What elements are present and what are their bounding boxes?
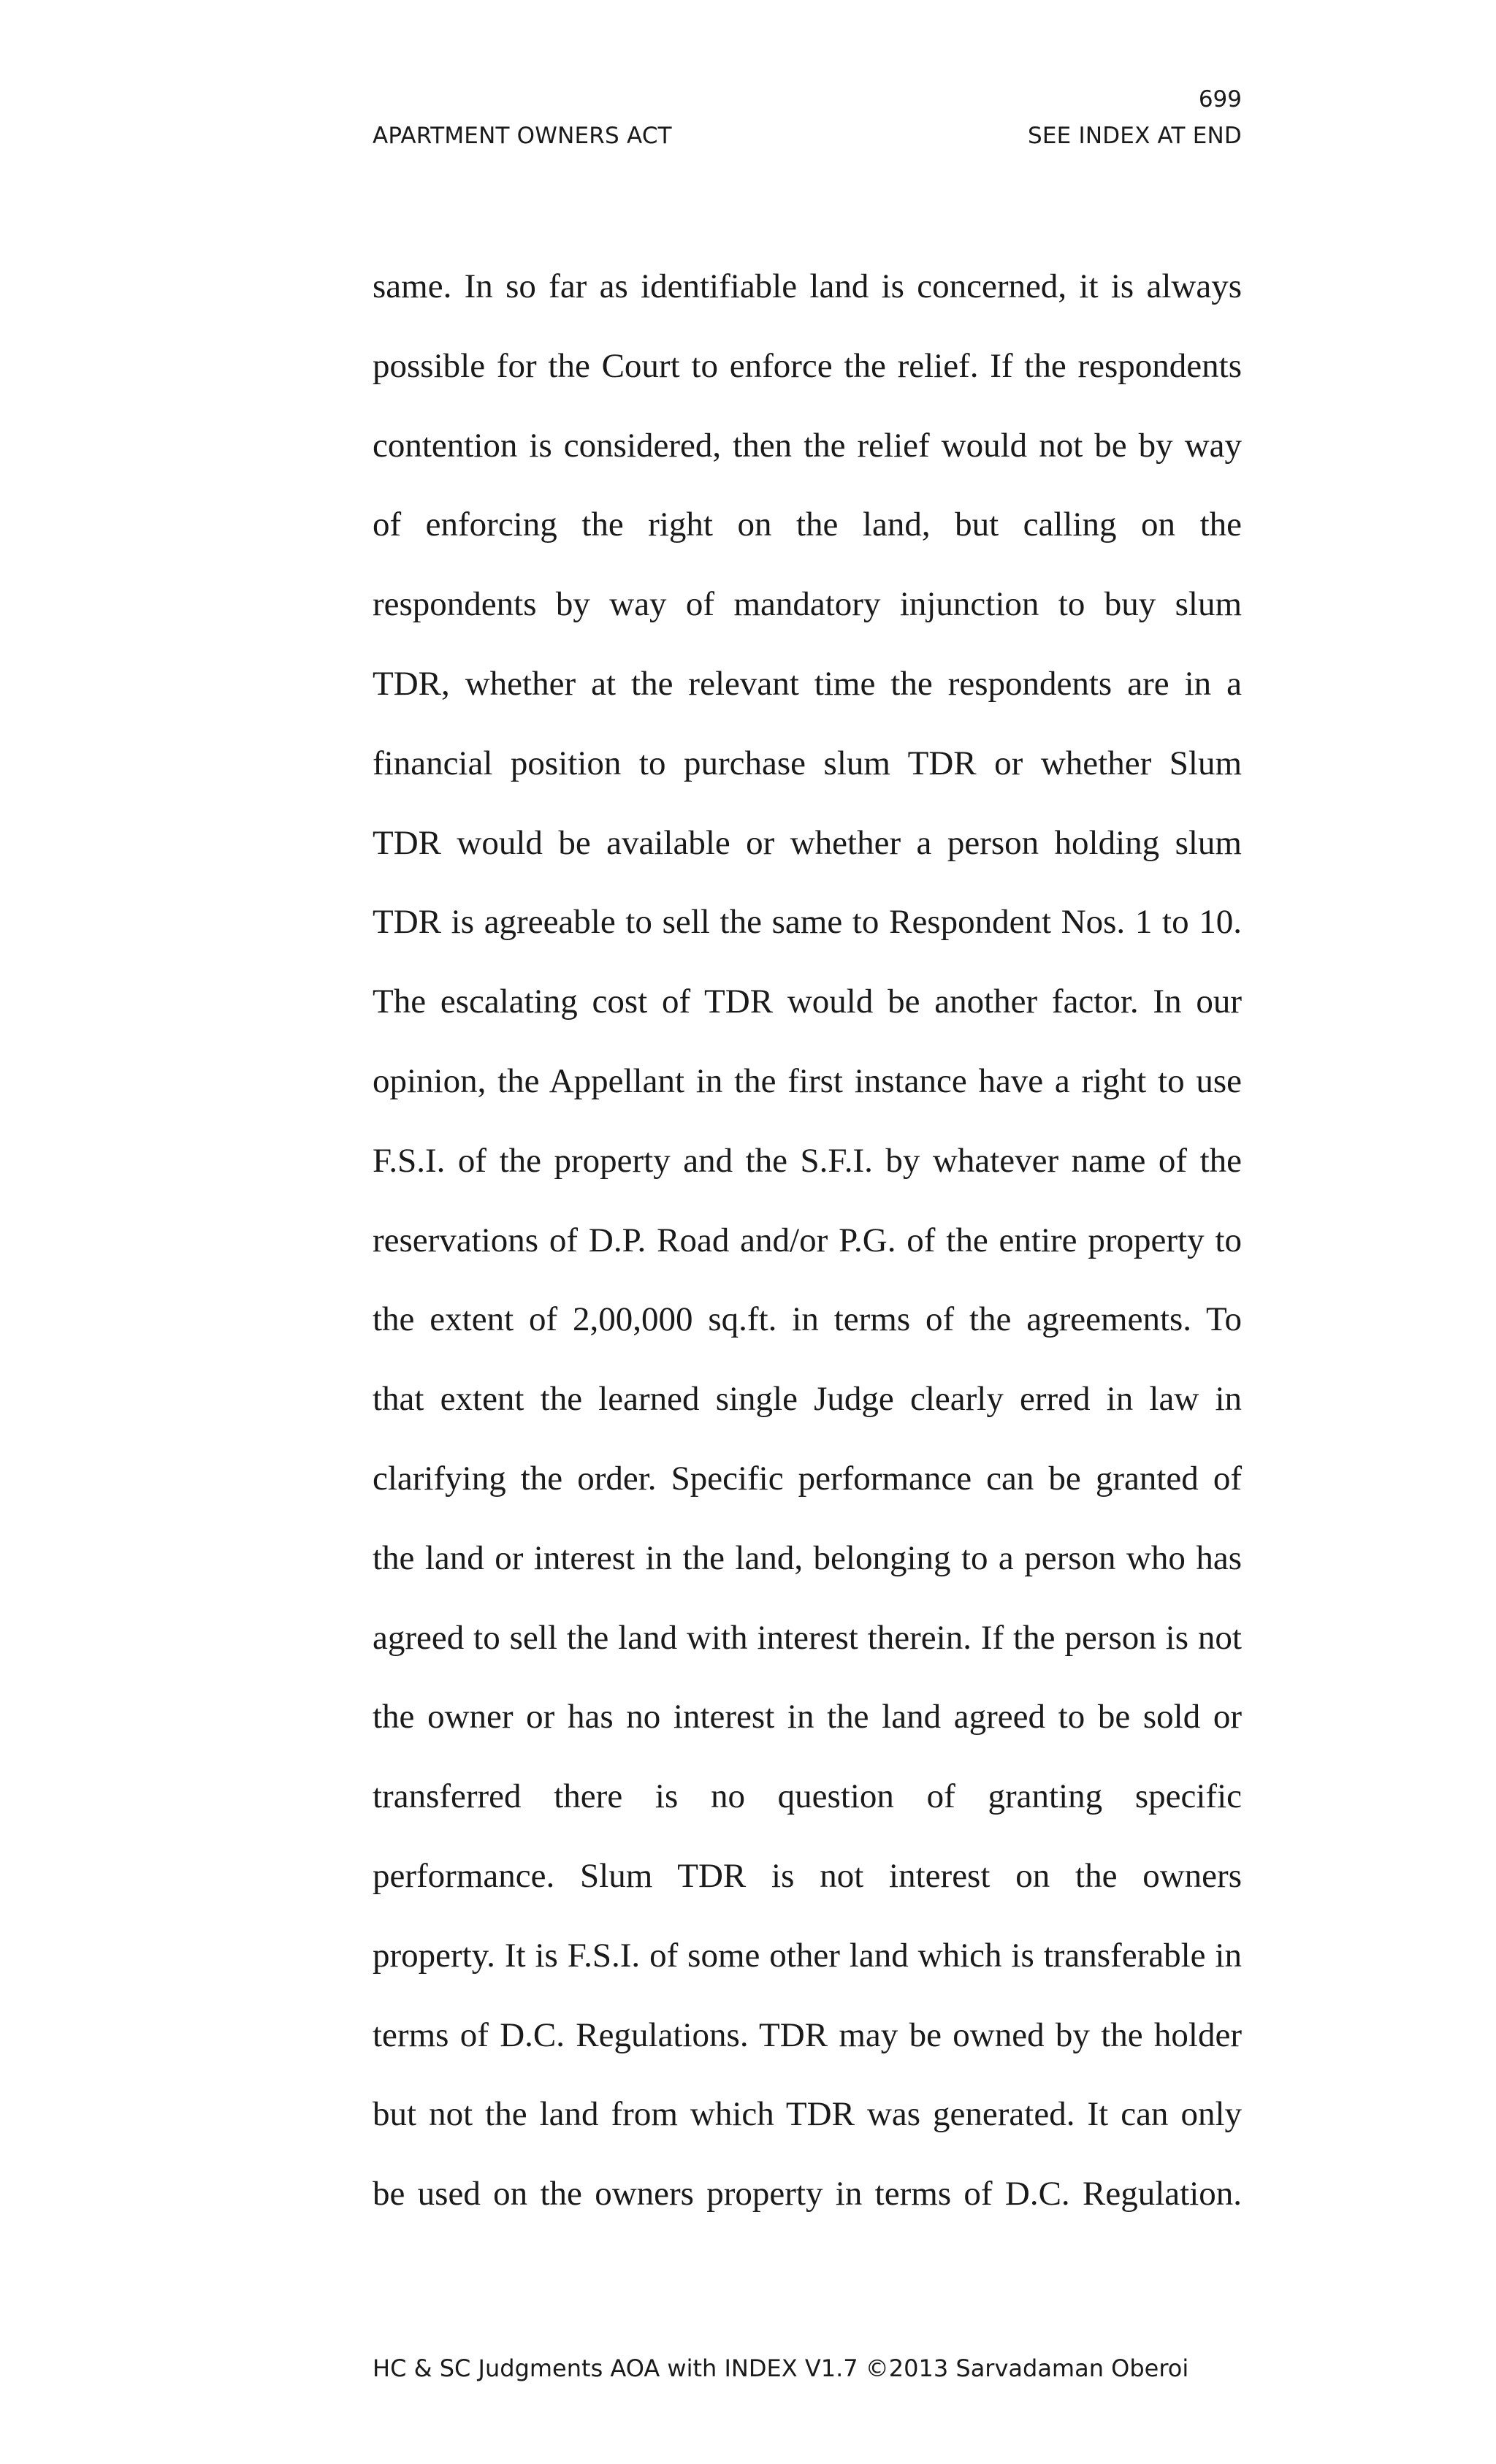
- body-text: [373, 264, 1242, 2251]
- text-line: TDR is agreeable to sell the same to Respondent Nos. 1 to 10.: [373, 903, 1242, 942]
- text-line: performance. Slum TDR is not interest on the owners: [373, 1856, 1242, 1895]
- text-line: agreed to sell the land with interest therein. If the person is not: [373, 1618, 1242, 1657]
- text-line: that extent the learned single Judge clearly erred in law in: [373, 1380, 1242, 1419]
- text-line: possible for the Court to enforce the relief. If the respondents: [373, 346, 1242, 385]
- text-line: TDR, whether at the relevant time the respondents are in a: [373, 664, 1242, 703]
- text-line: contention is considered, then the relief would not be by way: [373, 426, 1242, 465]
- text-line: The escalating cost of TDR would be another factor. In our: [373, 983, 1242, 1021]
- footer-copyright: HC & SC Judgments AOA with INDEX V1.7 ©2013 Sarvadaman Oberoi: [373, 2354, 1189, 2382]
- header-index-note: SEE INDEX AT END: [1027, 123, 1242, 149]
- text-line: the owner or has no interest in the land agreed to be sold or: [373, 1698, 1242, 1736]
- text-line: same. In so far as identifiable land is concerned, it is always: [373, 267, 1242, 305]
- text-line: the extent of 2,00,000 sq.ft. in terms of the agreements. To: [373, 1300, 1242, 1339]
- text-line: clarifying the order. Specific performance can be granted of: [373, 1459, 1242, 1498]
- text-line: of enforcing the right on the land, but calling on the: [373, 506, 1242, 544]
- page-number: 699: [1198, 86, 1242, 112]
- text-line: TDR would be available or whether a person holding slum: [373, 823, 1242, 862]
- text-line: be used on the owners property in terms of D.C. Regulation.: [373, 2175, 1242, 2213]
- text-line: F.S.I. of the property and the S.F.I. by whatever name of the: [373, 1141, 1242, 1180]
- text-line: the land or interest in the land, belonging to a person who has: [373, 1538, 1242, 1577]
- text-line: property. It is F.S.I. of some other land which is transferable in: [373, 1936, 1242, 1975]
- text-line: reservations of D.P. Road and/or P.G. of the entire property to: [373, 1221, 1242, 1259]
- text-line: financial position to purchase slum TDR or whether Slum: [373, 744, 1242, 782]
- text-line: respondents by way of mandatory injunction to buy slum: [373, 585, 1242, 624]
- text-line: opinion, the Appellant in the first instance have a right to use: [373, 1061, 1242, 1100]
- text-line: terms of D.C. Regulations. TDR may be owned by the holder: [373, 2015, 1242, 2054]
- running-header: [373, 123, 1242, 149]
- text-line: transferred there is no question of granting specific: [373, 1777, 1242, 1816]
- text-line: but not the land from which TDR was generated. It can only: [373, 2095, 1242, 2134]
- header-title: APARTMENT OWNERS ACT: [373, 123, 672, 149]
